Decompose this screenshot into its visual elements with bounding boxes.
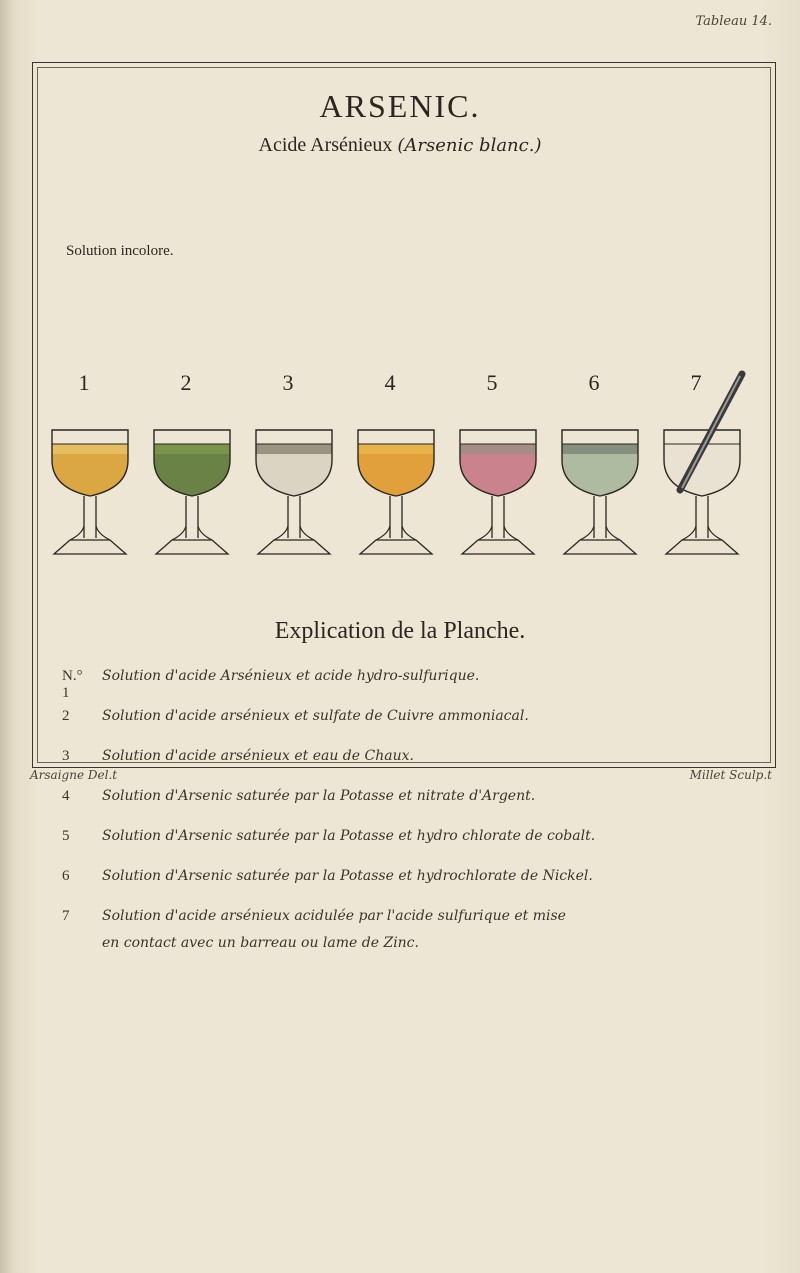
glass-number: 6 xyxy=(588,370,600,395)
glass-foot xyxy=(666,540,738,554)
glass-number: 7 xyxy=(690,370,702,395)
glass-foot xyxy=(564,540,636,554)
liquid-surface xyxy=(562,444,638,454)
glass-2 xyxy=(154,370,230,554)
glass-7 xyxy=(664,370,742,554)
glass-stem xyxy=(594,496,606,538)
glasses-svg xyxy=(48,368,768,593)
glass-number: 5 xyxy=(486,370,498,395)
legend-item-6 xyxy=(62,868,762,908)
glass-foot xyxy=(54,540,126,554)
legend-item-2 xyxy=(62,708,762,748)
subtitle-script: (Arsenic blanc.) xyxy=(397,135,542,156)
legend-text: Solution d'acide arsénieux acidulée par l'acide sulfurique et mise xyxy=(102,908,566,924)
liquid-surface xyxy=(460,444,536,454)
glass-number: 2 xyxy=(180,370,192,395)
glass-foot xyxy=(360,540,432,554)
glass-stem-flare xyxy=(274,526,314,540)
footer-engraver: Millet Sculp.t xyxy=(689,768,772,782)
glass-stem-flare xyxy=(70,526,110,540)
glass-stem-flare xyxy=(478,526,518,540)
glass-stem-flare xyxy=(376,526,416,540)
legend-text-continued: en contact avec un barreau ou lame de Zinc. xyxy=(102,935,419,951)
liquid-surface xyxy=(52,444,128,454)
glass-stem xyxy=(696,496,708,538)
solution-label: Solution incolore. xyxy=(66,243,174,259)
glasses-illustration xyxy=(48,368,768,593)
legend-number: N.° 1 xyxy=(62,668,83,701)
legend-item-5 xyxy=(62,828,762,868)
liquid-surface xyxy=(358,444,434,454)
legend-item-1 xyxy=(62,668,762,708)
glass-1 xyxy=(52,370,128,554)
glass-6 xyxy=(562,370,638,554)
legend-number: 4 xyxy=(62,788,70,804)
liquid-surface xyxy=(256,444,332,454)
legend-list xyxy=(62,668,762,968)
page-title: ARSENIC. xyxy=(319,88,481,124)
glass-stem-flare xyxy=(580,526,620,540)
liquid-surface xyxy=(154,444,230,454)
legend-number: 2 xyxy=(62,708,70,724)
legend-text: Solution d'Arsenic saturée par la Potasse et hydro chlorate de cobalt. xyxy=(102,828,596,844)
legend-item-4 xyxy=(62,788,762,828)
legend-number: 6 xyxy=(62,868,70,884)
glass-stem-flare xyxy=(682,526,722,540)
footer-artist: Arsaigne Del.t xyxy=(30,768,118,782)
glass-stem-flare xyxy=(172,526,212,540)
glass-number: 1 xyxy=(78,370,90,395)
legend-text: Solution d'acide Arsénieux et acide hydro-sulfurique. xyxy=(102,668,480,684)
glass-foot xyxy=(258,540,330,554)
glass-stem xyxy=(84,496,96,538)
subtitle-main: Acide Arsénieux xyxy=(258,134,393,156)
legend-text: Solution d'acide arsénieux et eau de Chaux. xyxy=(102,748,414,764)
glass-stem xyxy=(186,496,198,538)
glass-foot xyxy=(462,540,534,554)
legend-number: 7 xyxy=(62,908,70,924)
glass-stem xyxy=(288,496,300,538)
tableau-number: Tableau 14. xyxy=(695,14,772,29)
glass-number: 3 xyxy=(282,370,294,395)
glass-5 xyxy=(460,370,536,554)
glass-4 xyxy=(358,370,434,554)
legend-text: Solution d'Arsenic saturée par la Potasse et hydrochlorate de Nickel. xyxy=(102,868,593,884)
legend-number: 3 xyxy=(62,748,70,764)
legend-text: Solution d'acide arsénieux et sulfate de Cuivre ammoniacal. xyxy=(102,708,529,724)
explication-heading: Explication de la Planche. xyxy=(274,618,526,644)
glass-number: 4 xyxy=(384,370,396,395)
glass-stem xyxy=(390,496,402,538)
legend-item-7 xyxy=(62,908,762,968)
glass-stem xyxy=(492,496,504,538)
legend-number: 5 xyxy=(62,828,70,844)
legend-text: Solution d'Arsenic saturée par la Potasse et nitrate d'Argent. xyxy=(102,788,536,804)
legend-item-3 xyxy=(62,748,762,788)
subtitle xyxy=(0,134,800,157)
glass-foot xyxy=(156,540,228,554)
glass-3 xyxy=(256,370,332,554)
